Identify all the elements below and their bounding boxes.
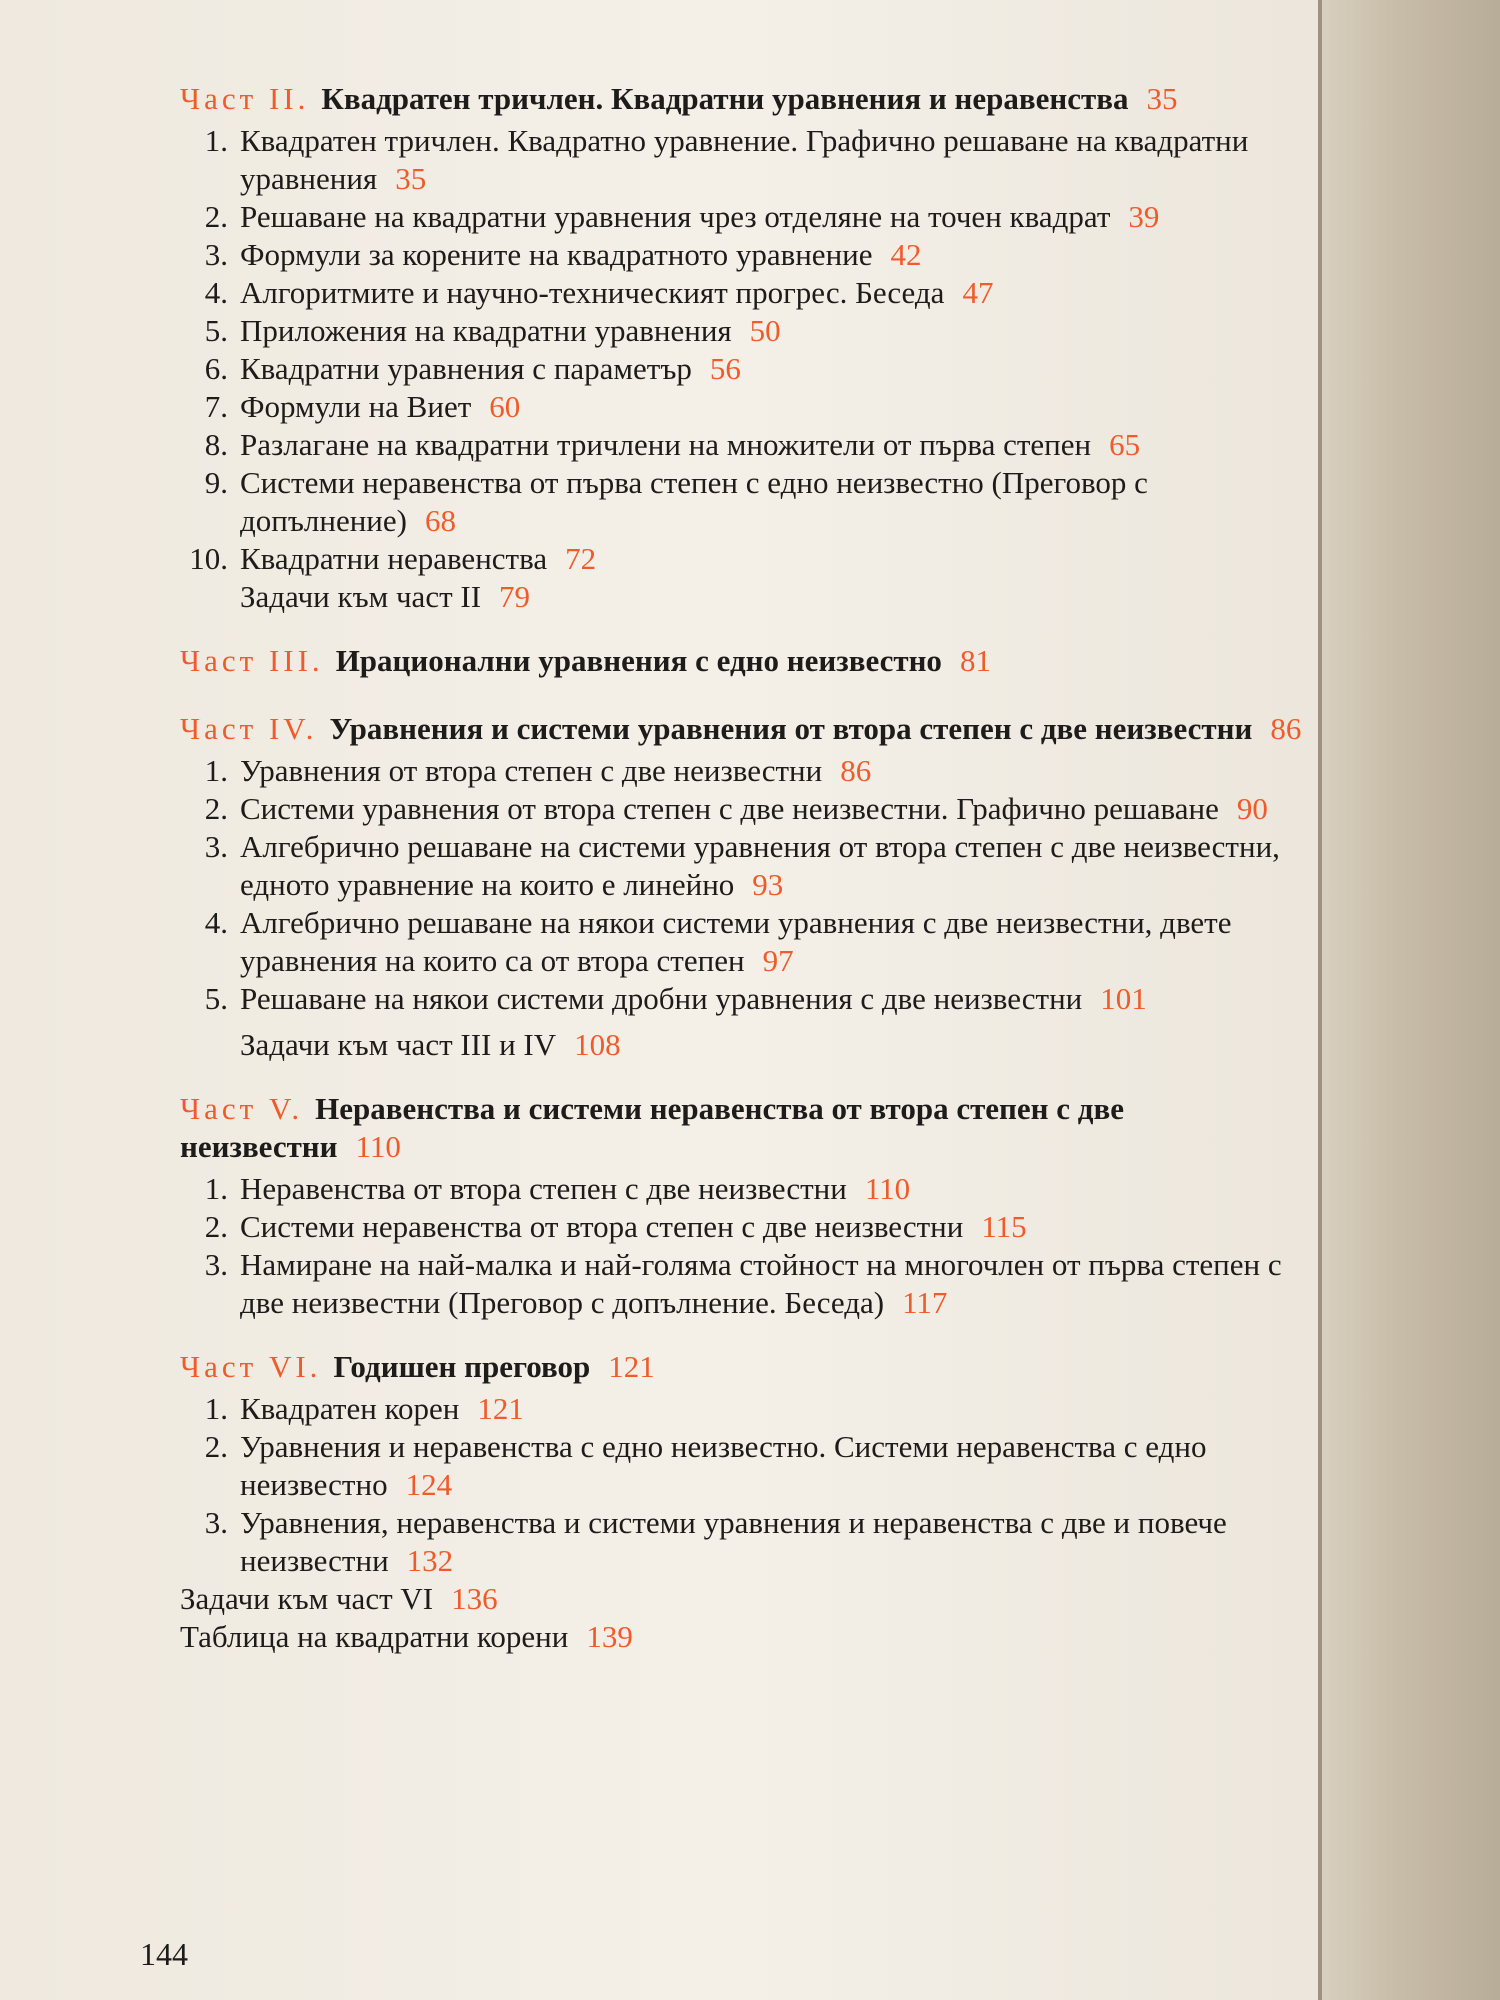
tasks-line bbox=[180, 578, 1310, 616]
tasks-line bbox=[180, 1026, 1310, 1064]
page-number: 42 bbox=[890, 237, 922, 272]
item-title: Решаване на квадратни уравнения чрез отделяне на точен квадрат bbox=[240, 199, 1111, 234]
page-number: 39 bbox=[1128, 199, 1160, 234]
tasks-title: Задачи към част II bbox=[240, 579, 482, 614]
page-footer-number: 144 bbox=[140, 1936, 188, 1972]
page-number: 139 bbox=[586, 1619, 633, 1654]
page-number: 35 bbox=[1146, 81, 1178, 116]
page-number: 101 bbox=[1100, 981, 1147, 1016]
page-number: 65 bbox=[1109, 427, 1141, 462]
page-number: 97 bbox=[762, 943, 794, 978]
item-number: 3. bbox=[204, 829, 228, 864]
item-title: Приложения на квадратни уравнения bbox=[240, 313, 732, 348]
item-number: 3. bbox=[204, 237, 228, 272]
page-number: 117 bbox=[902, 1285, 948, 1320]
page-number: 60 bbox=[489, 389, 521, 424]
page-number: 136 bbox=[451, 1581, 498, 1616]
part-title: Годишен преговор bbox=[333, 1349, 591, 1384]
extra-line bbox=[180, 1618, 1310, 1656]
item-number: 5. bbox=[204, 313, 228, 348]
item-number: 9. bbox=[204, 465, 228, 500]
item-title: Формули за корените на квадратното уравнение bbox=[240, 237, 873, 272]
page-number: 121 bbox=[608, 1349, 655, 1384]
page-number: 121 bbox=[477, 1391, 524, 1426]
page-number: 47 bbox=[962, 275, 994, 310]
list-item bbox=[180, 1208, 1310, 1246]
part-heading bbox=[180, 1348, 1310, 1386]
page-number: 81 bbox=[959, 643, 991, 678]
part-title: Уравнения и системи уравнения от втора степен с две неизвестни bbox=[329, 711, 1253, 746]
item-title: Формули на Виет bbox=[240, 389, 472, 424]
item-number: 1. bbox=[204, 123, 228, 158]
part-heading bbox=[180, 710, 1310, 748]
list-item bbox=[180, 1504, 1310, 1580]
list-item bbox=[180, 464, 1310, 540]
page-number: 56 bbox=[709, 351, 741, 386]
item-title: Алгоритмите и научно-техническият прогрес. Беседа bbox=[240, 275, 945, 310]
list-item bbox=[180, 1170, 1310, 1208]
page-number: 90 bbox=[1236, 791, 1268, 826]
part-heading bbox=[180, 642, 1310, 680]
page-number: 50 bbox=[749, 313, 781, 348]
item-number: 2. bbox=[204, 199, 228, 234]
item-number: 7. bbox=[204, 389, 228, 424]
page-number: 79 bbox=[499, 579, 531, 614]
page-number: 93 bbox=[752, 867, 784, 902]
part-6 bbox=[180, 1348, 1310, 1656]
page-number: 110 bbox=[355, 1129, 401, 1164]
list-item bbox=[180, 350, 1310, 388]
part-label: Част VI. bbox=[180, 1349, 322, 1384]
tasks-title: Задачи към част VI bbox=[180, 1581, 434, 1616]
item-number: 8. bbox=[204, 427, 228, 462]
item-title: Квадратен тричлен. Квадратно уравнение. Графично решаване на квадратни уравнения bbox=[240, 123, 1249, 196]
list-item bbox=[180, 388, 1310, 426]
list-item bbox=[180, 540, 1310, 578]
item-title: Квадратни неравенства bbox=[240, 541, 548, 576]
part-title: Ирационални уравнения с едно неизвестно bbox=[335, 643, 942, 678]
part-5 bbox=[180, 1090, 1310, 1322]
list-item bbox=[180, 980, 1310, 1018]
item-title: Разлагане на квадратни тричлени на множители от първа степен bbox=[240, 427, 1092, 462]
next-page-edge bbox=[1318, 0, 1500, 2000]
part-label: Част IV. bbox=[180, 711, 318, 746]
list-item bbox=[180, 236, 1310, 274]
item-title: Системи неравенства от втора степен с две неизвестни bbox=[240, 1209, 964, 1244]
page-number: 68 bbox=[424, 503, 456, 538]
item-title: Алгебрично решаване на някои системи уравнения с две неизвестни, двете уравнения на които са от втора степен bbox=[240, 905, 1232, 978]
extra-title: Таблица на квадратни корени bbox=[180, 1619, 569, 1654]
list-item bbox=[180, 198, 1310, 236]
book-spine-line bbox=[1318, 0, 1322, 2000]
list-item bbox=[180, 122, 1310, 198]
page-number: 108 bbox=[574, 1027, 621, 1062]
list-item bbox=[180, 1428, 1310, 1504]
page-number: 124 bbox=[405, 1467, 453, 1502]
list-item bbox=[180, 1246, 1310, 1322]
item-title: Системи неравенства от първа степен с едно неизвестно (Преговор с допълнение) bbox=[240, 465, 1148, 538]
item-title: Уравнения и неравенства с едно неизвестно. Системи неравенства с едно неизвестно bbox=[240, 1429, 1207, 1502]
item-number: 2. bbox=[204, 1209, 228, 1244]
item-title: Уравнения от втора степен с две неизвестни bbox=[240, 753, 823, 788]
list-item bbox=[180, 274, 1310, 312]
item-number: 6. bbox=[204, 351, 228, 386]
item-title: Системи уравнения от втора степен с две неизвестни. Графично решаване bbox=[240, 791, 1219, 826]
table-of-contents bbox=[180, 80, 1310, 1656]
item-number: 1. bbox=[204, 753, 228, 788]
page-number: 132 bbox=[406, 1543, 454, 1578]
item-title: Квадратен корен bbox=[240, 1391, 460, 1426]
page-number: 86 bbox=[1270, 711, 1302, 746]
list-item bbox=[180, 752, 1310, 790]
list-item bbox=[180, 312, 1310, 350]
item-number: 5. bbox=[204, 981, 228, 1016]
part-label: Част V. bbox=[180, 1091, 304, 1126]
tasks-title: Задачи към част III и IV bbox=[240, 1027, 557, 1062]
item-number: 2. bbox=[204, 791, 228, 826]
item-number: 1. bbox=[204, 1171, 228, 1206]
part-4 bbox=[180, 710, 1310, 1064]
list-item bbox=[180, 904, 1310, 980]
item-title: Решаване на някои системи дробни уравнения с две неизвестни bbox=[240, 981, 1083, 1016]
item-number: 3. bbox=[204, 1505, 228, 1540]
list-item bbox=[180, 790, 1310, 828]
tasks-line bbox=[180, 1580, 1310, 1618]
item-number: 4. bbox=[204, 275, 228, 310]
page-number: 35 bbox=[395, 161, 427, 196]
item-title: Квадратни уравнения с параметър bbox=[240, 351, 692, 386]
page-number: 110 bbox=[864, 1171, 911, 1206]
item-number: 4. bbox=[204, 905, 228, 940]
part-title: Неравенства и системи неравенства от втора степен с две неизвестни bbox=[180, 1091, 1124, 1164]
item-number: 10. bbox=[189, 541, 228, 576]
list-item bbox=[180, 426, 1310, 464]
list-item bbox=[180, 828, 1310, 904]
page-number: 115 bbox=[981, 1209, 1027, 1244]
item-number: 2. bbox=[204, 1429, 228, 1464]
part-2 bbox=[180, 80, 1310, 616]
item-title: Алгебрично решаване на системи уравнения от втора степен с две неизвестни, едното уравнение на които е линейно bbox=[240, 829, 1280, 902]
item-title: Неравенства от втора степен с две неизвестни bbox=[240, 1171, 847, 1206]
part-heading bbox=[180, 1090, 1310, 1166]
part-title: Квадратен тричлен. Квадратни уравнения и неравенства bbox=[321, 81, 1129, 116]
list-item bbox=[180, 1390, 1310, 1428]
page-number: 72 bbox=[565, 541, 597, 576]
item-number: 1. bbox=[204, 1391, 228, 1426]
part-label: Част III. bbox=[180, 643, 324, 678]
page-number: 86 bbox=[840, 753, 872, 788]
part-label: Част II. bbox=[180, 81, 310, 116]
item-title: Намиране на най-малка и най-голяма стойност на многочлен от първа степен с две неизвестни (Преговор с допълнение. Беседа) bbox=[240, 1247, 1282, 1320]
part-heading bbox=[180, 80, 1310, 118]
item-title: Уравнения, неравенства и системи уравнения и неравенства с две и повече неизвестни bbox=[240, 1505, 1227, 1578]
part-3 bbox=[180, 642, 1310, 680]
item-number: 3. bbox=[204, 1247, 228, 1282]
